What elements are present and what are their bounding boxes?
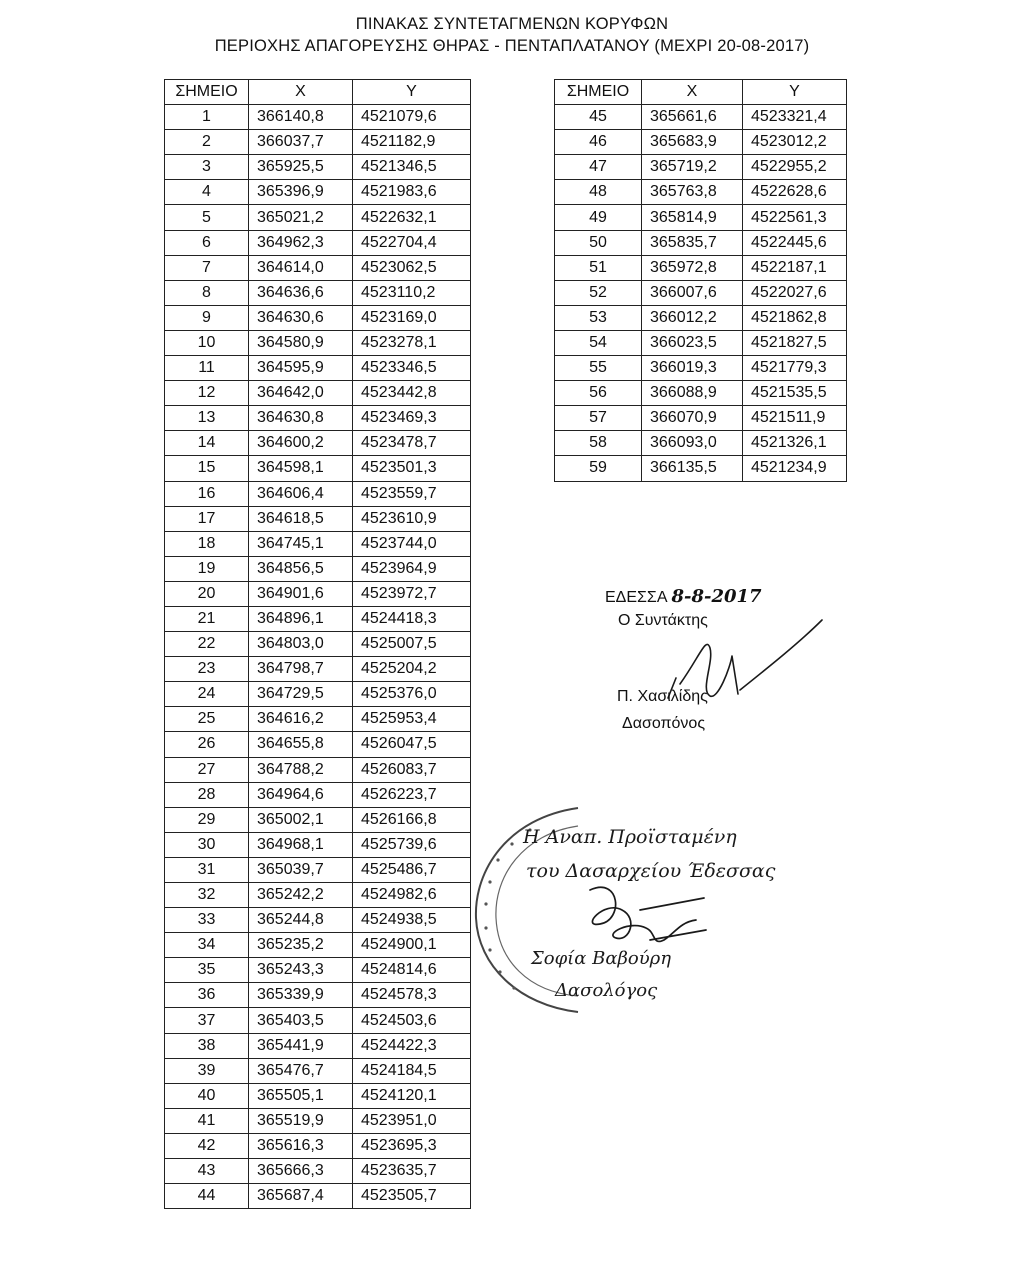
table-header-row — [555, 80, 847, 105]
point-number: 23 — [165, 657, 249, 682]
coord-x: 365002,1 — [249, 807, 353, 832]
coord-y: 4523951,0 — [353, 1108, 471, 1133]
table-row — [165, 255, 471, 280]
coord-y: 4522187,1 — [743, 255, 847, 280]
coordinates-table-right — [554, 79, 847, 482]
table-row — [555, 431, 847, 456]
coord-y: 4521182,9 — [353, 130, 471, 155]
coord-y: 4521779,3 — [743, 356, 847, 381]
coord-y: 4522632,1 — [353, 205, 471, 230]
point-number: 59 — [555, 456, 642, 481]
approver-name: Σοφία Βαβούρη — [531, 948, 672, 969]
coord-y: 4525204,2 — [353, 657, 471, 682]
point-number: 17 — [165, 506, 249, 531]
coord-x: 364630,6 — [249, 305, 353, 330]
approval-line-1: Η Αναπ. Προϊσταμένη — [523, 826, 737, 848]
coord-x: 364803,0 — [249, 632, 353, 657]
coord-y: 4523278,1 — [353, 330, 471, 355]
coord-y: 4523442,8 — [353, 381, 471, 406]
coord-x: 365242,2 — [249, 883, 353, 908]
table-row — [165, 682, 471, 707]
table-row — [555, 205, 847, 230]
table-row — [165, 958, 471, 983]
table-row — [165, 732, 471, 757]
column-header-x: X — [642, 80, 743, 105]
point-number: 26 — [165, 732, 249, 757]
point-number: 5 — [165, 205, 249, 230]
point-number: 46 — [555, 130, 642, 155]
point-number: 1 — [165, 105, 249, 130]
approver-title: Δασολόγος — [555, 980, 658, 1001]
coord-y: 4523964,9 — [353, 556, 471, 581]
coord-x: 365616,3 — [249, 1133, 353, 1158]
coord-x: 365244,8 — [249, 908, 353, 933]
author-role: Ο Συντάκτης — [618, 612, 708, 629]
table-row — [165, 1008, 471, 1033]
table-row — [165, 1159, 471, 1184]
coord-y: 4523972,7 — [353, 581, 471, 606]
table-row — [165, 933, 471, 958]
coord-x: 366023,5 — [642, 330, 743, 355]
coord-x: 365687,4 — [249, 1184, 353, 1209]
coord-x: 365719,2 — [642, 155, 743, 180]
coord-y: 4523478,7 — [353, 431, 471, 456]
column-header-y: Y — [743, 80, 847, 105]
point-number: 49 — [555, 205, 642, 230]
coord-x: 365403,5 — [249, 1008, 353, 1033]
coord-y: 4524900,1 — [353, 933, 471, 958]
column-header-y: Y — [353, 80, 471, 105]
table-row — [165, 782, 471, 807]
point-number: 29 — [165, 807, 249, 832]
coord-x: 364606,4 — [249, 481, 353, 506]
coord-x: 365476,7 — [249, 1058, 353, 1083]
coord-y: 4521234,9 — [743, 456, 847, 481]
coord-y: 4523501,3 — [353, 456, 471, 481]
table-row — [165, 356, 471, 381]
table-row — [165, 280, 471, 305]
table-row — [165, 305, 471, 330]
table-row — [165, 180, 471, 205]
point-number: 24 — [165, 682, 249, 707]
coord-x: 365021,2 — [249, 205, 353, 230]
table-row — [165, 506, 471, 531]
table-row — [165, 883, 471, 908]
table-row — [555, 230, 847, 255]
table-header-row — [165, 80, 471, 105]
document-title: ΠΙΝΑΚΑΣ ΣΥΝΤΕΤΑΓΜΕΝΩΝ ΚΟΡΥΦΩΝ — [355, 15, 669, 33]
coord-x: 364600,2 — [249, 431, 353, 456]
point-number: 6 — [165, 230, 249, 255]
coord-y: 4524982,6 — [353, 883, 471, 908]
table-row — [165, 381, 471, 406]
point-number: 18 — [165, 531, 249, 556]
table-row — [555, 280, 847, 305]
table-row — [165, 406, 471, 431]
coord-x: 365661,6 — [642, 105, 743, 130]
point-number: 9 — [165, 305, 249, 330]
handwritten-date: 8-8-2017 — [671, 586, 762, 607]
point-number: 21 — [165, 606, 249, 631]
table-row — [555, 155, 847, 180]
coord-x: 364598,1 — [249, 456, 353, 481]
table-row — [555, 381, 847, 406]
point-number: 3 — [165, 155, 249, 180]
coord-x: 365441,9 — [249, 1033, 353, 1058]
coord-y: 4523610,9 — [353, 506, 471, 531]
point-number: 31 — [165, 857, 249, 882]
point-number: 36 — [165, 983, 249, 1008]
point-number: 43 — [165, 1159, 249, 1184]
point-number: 2 — [165, 130, 249, 155]
coord-x: 364896,1 — [249, 606, 353, 631]
coord-y: 4523695,3 — [353, 1133, 471, 1158]
place-name: ΕΔΕΣΣΑ — [605, 589, 668, 606]
table-row — [165, 857, 471, 882]
point-number: 37 — [165, 1008, 249, 1033]
point-number: 35 — [165, 958, 249, 983]
table-row — [555, 456, 847, 481]
coord-x: 365039,7 — [249, 857, 353, 882]
coord-x: 364964,6 — [249, 782, 353, 807]
point-number: 12 — [165, 381, 249, 406]
table-row — [555, 406, 847, 431]
coord-y: 4522027,6 — [743, 280, 847, 305]
coord-x: 364580,9 — [249, 330, 353, 355]
table-row — [165, 105, 471, 130]
point-number: 22 — [165, 632, 249, 657]
point-number: 32 — [165, 883, 249, 908]
coord-x: 365683,9 — [642, 130, 743, 155]
coord-x: 364968,1 — [249, 832, 353, 857]
coord-y: 4521535,5 — [743, 381, 847, 406]
point-number: 27 — [165, 757, 249, 782]
signature-place — [605, 586, 762, 607]
point-number: 41 — [165, 1108, 249, 1133]
coord-y: 4523346,5 — [353, 356, 471, 381]
point-number: 53 — [555, 305, 642, 330]
coord-x: 365814,9 — [642, 205, 743, 230]
coord-x: 364614,0 — [249, 255, 353, 280]
coord-x: 364616,2 — [249, 707, 353, 732]
point-number: 20 — [165, 581, 249, 606]
table-row — [165, 1058, 471, 1083]
table-row — [165, 155, 471, 180]
table-row — [165, 757, 471, 782]
coord-y: 4523169,0 — [353, 305, 471, 330]
coord-y: 4523744,0 — [353, 531, 471, 556]
coord-x: 364642,0 — [249, 381, 353, 406]
coord-x: 366140,8 — [249, 105, 353, 130]
coord-x: 366007,6 — [642, 280, 743, 305]
coord-y: 4524503,6 — [353, 1008, 471, 1033]
coord-y: 4522628,6 — [743, 180, 847, 205]
column-header-point: ΣΗΜΕΙΟ — [555, 80, 642, 105]
coord-y: 4526047,5 — [353, 732, 471, 757]
coord-y: 4522445,6 — [743, 230, 847, 255]
coord-x: 365666,3 — [249, 1159, 353, 1184]
coord-y: 4524814,6 — [353, 958, 471, 983]
document-subtitle: ΠΕΡΙΟΧΗΣ ΑΠΑΓΟΡΕΥΣΗΣ ΘΗΡΑΣ - ΠΕΝΤΑΠΛΑΤΑΝΟΥ (ΜΕΧΡΙ 20-08-2017) — [214, 37, 810, 55]
point-number: 56 — [555, 381, 642, 406]
point-number: 30 — [165, 832, 249, 857]
point-number: 44 — [165, 1184, 249, 1209]
coord-x: 364655,8 — [249, 732, 353, 757]
coord-x: 364745,1 — [249, 531, 353, 556]
column-header-point: ΣΗΜΕΙΟ — [165, 80, 249, 105]
coord-x: 365339,9 — [249, 983, 353, 1008]
coord-y: 4521079,6 — [353, 105, 471, 130]
table-row — [165, 632, 471, 657]
point-number: 19 — [165, 556, 249, 581]
point-number: 47 — [555, 155, 642, 180]
coord-y: 4524120,1 — [353, 1083, 471, 1108]
table-row — [165, 431, 471, 456]
author-title: Δασοπόνος — [622, 715, 706, 732]
coord-y: 4523012,2 — [743, 130, 847, 155]
point-number: 58 — [555, 431, 642, 456]
table-row — [555, 305, 847, 330]
table-row — [165, 983, 471, 1008]
point-number: 50 — [555, 230, 642, 255]
coord-x: 365835,7 — [642, 230, 743, 255]
table-row — [555, 255, 847, 280]
coord-x: 366093,0 — [642, 431, 743, 456]
coord-x: 364729,5 — [249, 682, 353, 707]
coord-y: 4521326,1 — [743, 431, 847, 456]
coord-y: 4524422,3 — [353, 1033, 471, 1058]
coord-x: 364618,5 — [249, 506, 353, 531]
table-row — [555, 105, 847, 130]
coord-x: 364856,5 — [249, 556, 353, 581]
table-row — [165, 1184, 471, 1209]
coord-y: 4521346,5 — [353, 155, 471, 180]
coord-y: 4523635,7 — [353, 1159, 471, 1184]
table-row — [165, 908, 471, 933]
point-number: 33 — [165, 908, 249, 933]
coord-y: 4523321,4 — [743, 105, 847, 130]
coord-y: 4522704,4 — [353, 230, 471, 255]
point-number: 54 — [555, 330, 642, 355]
coord-x: 364962,3 — [249, 230, 353, 255]
coord-x: 364798,7 — [249, 657, 353, 682]
coord-y: 4525486,7 — [353, 857, 471, 882]
coord-x: 365505,1 — [249, 1083, 353, 1108]
coord-x: 364788,2 — [249, 757, 353, 782]
table-row — [165, 1133, 471, 1158]
coord-y: 4523505,7 — [353, 1184, 471, 1209]
point-number: 4 — [165, 180, 249, 205]
point-number: 40 — [165, 1083, 249, 1108]
coord-y: 4525007,5 — [353, 632, 471, 657]
table-row — [165, 807, 471, 832]
table-row — [165, 606, 471, 631]
coord-y: 4523469,3 — [353, 406, 471, 431]
coord-x: 364636,6 — [249, 280, 353, 305]
point-number: 15 — [165, 456, 249, 481]
point-number: 48 — [555, 180, 642, 205]
author-name: Π. Χασιλίδης — [617, 688, 708, 705]
point-number: 42 — [165, 1133, 249, 1158]
coord-x: 365925,5 — [249, 155, 353, 180]
coord-x: 366088,9 — [642, 381, 743, 406]
point-number: 13 — [165, 406, 249, 431]
table-row — [165, 556, 471, 581]
point-number: 10 — [165, 330, 249, 355]
point-number: 28 — [165, 782, 249, 807]
coord-x: 364630,8 — [249, 406, 353, 431]
coord-x: 365763,8 — [642, 180, 743, 205]
point-number: 25 — [165, 707, 249, 732]
coord-x: 365972,8 — [642, 255, 743, 280]
table-row — [555, 180, 847, 205]
point-number: 51 — [555, 255, 642, 280]
table-row — [165, 531, 471, 556]
table-row — [165, 230, 471, 255]
point-number: 57 — [555, 406, 642, 431]
point-number: 14 — [165, 431, 249, 456]
coord-y: 4521862,8 — [743, 305, 847, 330]
table-row — [165, 1108, 471, 1133]
coord-y: 4524184,5 — [353, 1058, 471, 1083]
coord-x: 364901,6 — [249, 581, 353, 606]
table-row — [165, 1083, 471, 1108]
coord-y: 4523559,7 — [353, 481, 471, 506]
coord-x: 366070,9 — [642, 406, 743, 431]
point-number: 7 — [165, 255, 249, 280]
point-number: 34 — [165, 933, 249, 958]
table-row — [555, 130, 847, 155]
table-row — [165, 707, 471, 732]
table-row — [165, 832, 471, 857]
coord-x: 365519,9 — [249, 1108, 353, 1133]
table-row — [165, 330, 471, 355]
coord-y: 4525739,6 — [353, 832, 471, 857]
coord-y: 4524418,3 — [353, 606, 471, 631]
table-row — [165, 1033, 471, 1058]
table-row — [165, 581, 471, 606]
table-row — [165, 205, 471, 230]
coord-y: 4526166,8 — [353, 807, 471, 832]
table-row — [165, 130, 471, 155]
coord-y: 4522955,2 — [743, 155, 847, 180]
coord-y: 4525953,4 — [353, 707, 471, 732]
table-row — [555, 330, 847, 355]
point-number: 52 — [555, 280, 642, 305]
table-row — [165, 657, 471, 682]
point-number: 38 — [165, 1033, 249, 1058]
coord-y: 4526083,7 — [353, 757, 471, 782]
approval-line-2: του Δασαρχείου Έδεσσας — [526, 860, 776, 882]
point-number: 45 — [555, 105, 642, 130]
coord-y: 4521511,9 — [743, 406, 847, 431]
coord-y: 4524938,5 — [353, 908, 471, 933]
coord-x: 366135,5 — [642, 456, 743, 481]
coord-y: 4521827,5 — [743, 330, 847, 355]
coord-y: 4523062,5 — [353, 255, 471, 280]
coord-y: 4525376,0 — [353, 682, 471, 707]
coord-x: 366019,3 — [642, 356, 743, 381]
column-header-x: X — [249, 80, 353, 105]
coord-x: 365235,2 — [249, 933, 353, 958]
point-number: 16 — [165, 481, 249, 506]
coord-y: 4526223,7 — [353, 782, 471, 807]
point-number: 11 — [165, 356, 249, 381]
point-number: 8 — [165, 280, 249, 305]
table-row — [555, 356, 847, 381]
table-row — [165, 456, 471, 481]
coord-x: 365396,9 — [249, 180, 353, 205]
coord-y: 4523110,2 — [353, 280, 471, 305]
coordinates-table-left — [164, 79, 471, 1209]
point-number: 55 — [555, 356, 642, 381]
coord-x: 365243,3 — [249, 958, 353, 983]
coord-x: 366012,2 — [642, 305, 743, 330]
coord-y: 4524578,3 — [353, 983, 471, 1008]
coord-x: 364595,9 — [249, 356, 353, 381]
coord-x: 366037,7 — [249, 130, 353, 155]
coord-y: 4522561,3 — [743, 205, 847, 230]
point-number: 39 — [165, 1058, 249, 1083]
table-row — [165, 481, 471, 506]
coord-y: 4521983,6 — [353, 180, 471, 205]
